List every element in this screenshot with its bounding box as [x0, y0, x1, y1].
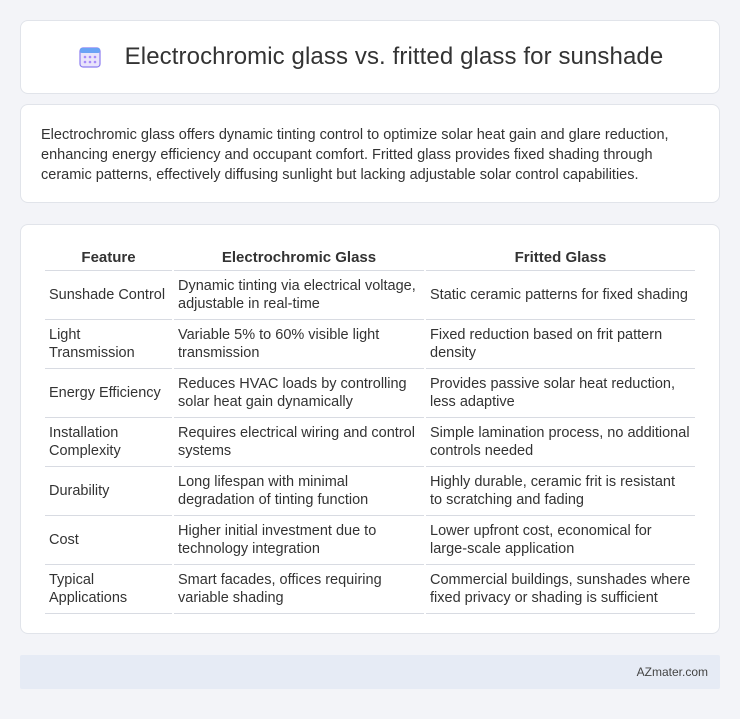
row-fritted: Fixed reduction based on frit pattern density	[426, 320, 695, 369]
footer-site-link[interactable]: AZmater.com	[636, 665, 708, 679]
row-electrochromic: Dynamic tinting via electrical voltage, adjustable in real-time	[174, 271, 424, 320]
row-fritted: Provides passive solar heat reduction, less adaptive	[426, 369, 695, 418]
table-row	[45, 271, 695, 320]
comparison-table	[43, 245, 697, 614]
row-feature: Light Transmission	[45, 320, 172, 369]
row-feature: Typical Applications	[45, 565, 172, 614]
row-electrochromic: Long lifespan with minimal degradation of tinting function	[174, 467, 424, 516]
row-electrochromic: Reduces HVAC loads by controlling solar heat gain dynamically	[174, 369, 424, 418]
row-feature: Energy Efficiency	[45, 369, 172, 418]
page-title: Electrochromic glass vs. fritted glass for sunshade	[124, 43, 664, 70]
table-row	[45, 467, 695, 516]
title-card	[20, 20, 720, 94]
row-electrochromic: Requires electrical wiring and control systems	[174, 418, 424, 467]
row-fritted: Highly durable, ceramic frit is resistant to scratching and fading	[426, 467, 695, 516]
table-row	[45, 565, 695, 614]
calendar-icon	[77, 44, 103, 70]
comparison-table-card	[20, 224, 720, 634]
row-electrochromic: Smart facades, offices requiring variable shading	[174, 565, 424, 614]
header-electrochromic: Electrochromic Glass	[174, 245, 424, 271]
row-fritted: Static ceramic patterns for fixed shading	[426, 271, 695, 320]
summary-text: Electrochromic glass offers dynamic tinting control to optimize solar heat gain and glare reduction, enhancing energy efficiency and occupant comfort. Fritted glass provides fixed shading through ceramic patterns, effectively diffusing sunlight but lacking adjustable solar control capabilities.	[41, 127, 669, 183]
row-feature: Installation Complexity	[45, 418, 172, 467]
row-electrochromic: Variable 5% to 60% visible light transmission	[174, 320, 424, 369]
footer	[20, 655, 720, 689]
table-row	[45, 516, 695, 565]
header-feature: Feature	[45, 245, 172, 271]
row-fritted: Simple lamination process, no additional controls needed	[426, 418, 695, 467]
row-feature: Sunshade Control	[45, 271, 172, 320]
row-electrochromic: Higher initial investment due to technology integration	[174, 516, 424, 565]
row-feature: Cost	[45, 516, 172, 565]
summary-card	[20, 104, 720, 203]
header-fritted: Fritted Glass	[426, 245, 695, 271]
row-fritted: Commercial buildings, sunshades where fixed privacy or shading is sufficient	[426, 565, 695, 614]
row-feature: Durability	[45, 467, 172, 516]
row-fritted: Lower upfront cost, economical for large-scale application	[426, 516, 695, 565]
table-row	[45, 418, 695, 467]
table-row	[45, 320, 695, 369]
table-row	[45, 369, 695, 418]
table-header-row	[45, 245, 695, 271]
